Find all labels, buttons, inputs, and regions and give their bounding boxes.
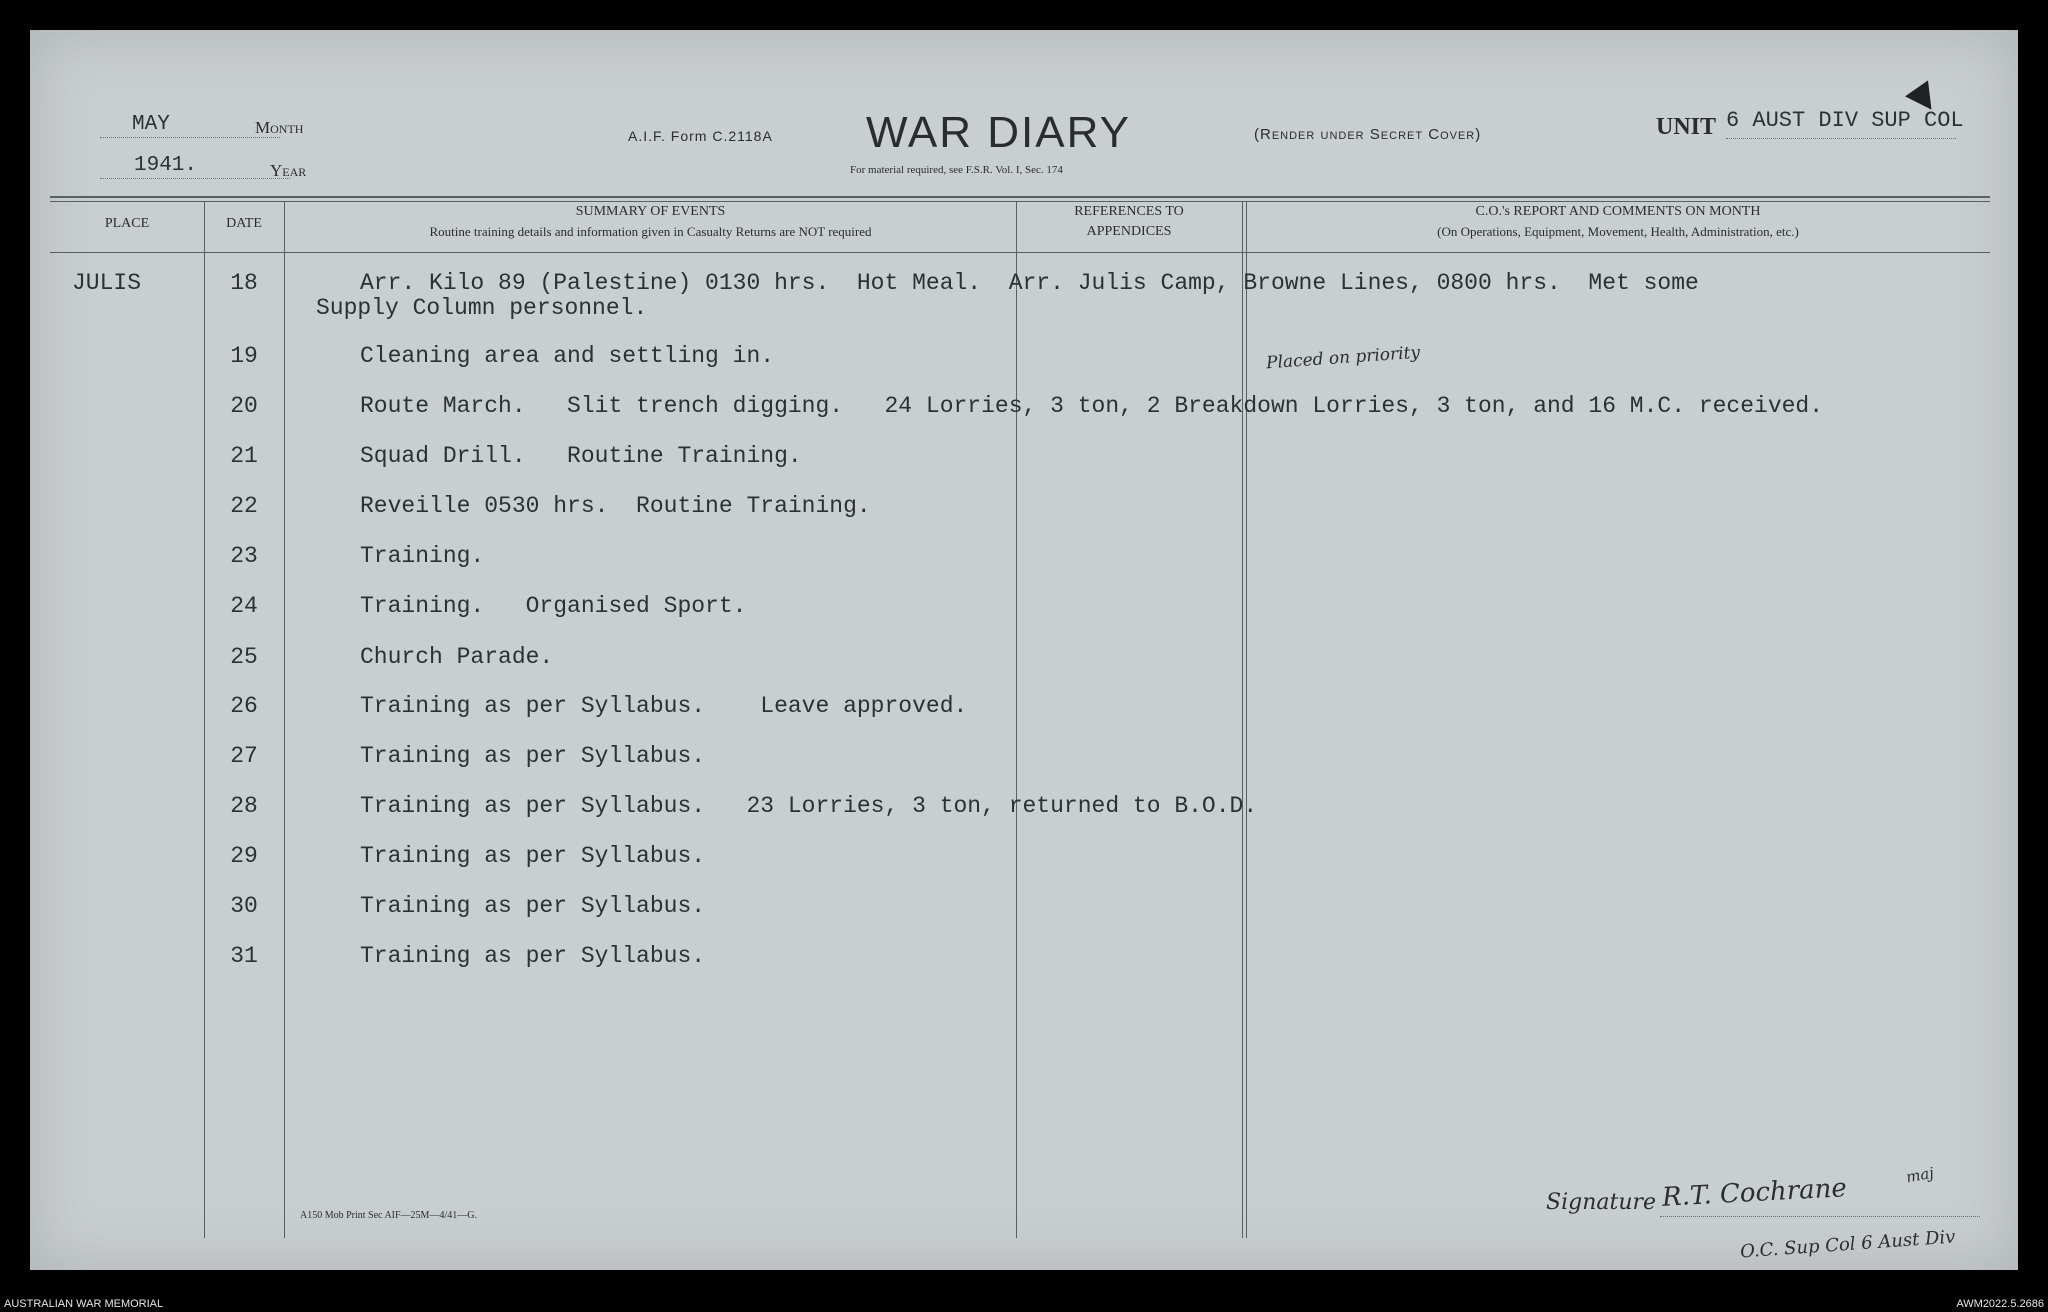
entry-date: 25 [230,644,258,670]
entry-text: Squad Drill. Routine Training. [360,443,802,469]
entry-text: Training as per Syllabus. [360,743,706,769]
divider-refs-report-2 [1246,202,1247,1238]
unit-label: UNIT [1656,114,1717,140]
footer-source: AUSTRALIAN WAR MEMORIAL [4,1298,164,1310]
signature-label: Signature [1546,1190,1657,1215]
signature-rank: maj [1904,1163,1936,1187]
entry-date: 20 [230,393,258,419]
entry-text: Training. Organised Sport. [360,593,747,619]
place-value: JULIS [72,270,142,296]
column-header-report-note: (On Operations, Equipment, Movement, Health, Administration, etc.) [1437,224,1799,239]
month-dotted-line [100,137,280,138]
divider-summary-refs [1016,202,1017,1238]
column-header-place: PLACE [104,216,150,231]
signature-line [1660,1216,1980,1217]
month-value: MAY [132,113,170,136]
entry-text: Church Parade. [360,644,554,670]
entry-date: 23 [230,543,258,569]
page-subtitle: For material required, see F.S.R. Vol. I, Sec. 174 [850,164,1063,176]
entry-text: Training as per Syllabus. [360,943,706,969]
divider-date-summary [284,202,285,1238]
diary-sheet [30,30,2018,1270]
entry-text-continued: Supply Column personnel. [316,295,648,321]
footer-accession: AWM2022.5.2686 [1956,1298,2044,1310]
entry-text: Training as per Syllabus. Leave approved. [360,693,968,719]
column-header-date: DATE [226,216,262,231]
header-rule-bottom [50,252,1990,253]
column-header-summary: SUMMARY OF EVENTS [575,204,726,219]
column-header-summary-note: Routine training details and information given in Casualty Returns are NOT required [429,224,872,239]
entry-text: Reveille 0530 hrs. Routine Training. [360,493,871,519]
entry-date: 26 [230,693,258,719]
entry-date: 21 [230,443,258,469]
print-code: A150 Mob Print Sec AIF—25M—4/41—G. [300,1210,477,1221]
unit-value: 6 AUST DIV SUP COL [1726,108,1964,133]
entry-date: 29 [230,843,258,869]
page-title: WAR DIARY [866,108,1131,157]
entry-text: Training. [360,543,485,569]
year-value: 1941. [134,154,198,177]
entry-text: Cleaning area and settling in. [360,343,775,369]
entry-date: 27 [230,743,258,769]
divider-refs-report [1242,202,1243,1238]
column-header-report: C.O.'s REPORT AND COMMENTS ON MONTH [1475,204,1761,219]
header-rule-top-2 [50,201,1990,202]
entry-date: 18 [230,270,258,296]
signature-name: R.T. Cochrane [1661,1173,1848,1213]
signature-title: O.C. Sup Col 6 Aust Div [1739,1226,1957,1263]
column-header-references: REFERENCES TO [1074,204,1184,219]
form-code: A.I.F. Form C.2118A [628,128,773,144]
handwritten-annotation: Placed on priority [1265,342,1421,374]
column-header-appendices: APPENDICES [1086,224,1172,239]
year-label: Year [270,161,307,180]
entry-date: 28 [230,793,258,819]
header-rule-top [50,196,1990,198]
entry-date: 31 [230,943,258,969]
unit-dotted-line [1726,138,1956,139]
entry-text: Route March. Slit trench digging. 24 Lorries, 3 ton, 2 Breakdown Lorries, 3 ton, and 16 M.C. received. [360,393,1824,419]
entry-date: 19 [230,343,258,369]
entry-text: Training as per Syllabus. 23 Lorries, 3 ton, returned to B.O.D. [360,793,1258,819]
entry-date: 22 [230,493,258,519]
entry-text: Training as per Syllabus. [360,893,706,919]
entry-date: 24 [230,593,258,619]
entry-text: Arr. Kilo 89 (Palestine) 0130 hrs. Hot Meal. Arr. Julis Camp, Browne Lines, 0800 hrs. Met some [360,270,1699,296]
entry-date: 30 [230,893,258,919]
year-dotted-line [100,178,290,179]
entry-text: Training as per Syllabus. [360,843,706,869]
month-label: Month [255,118,304,137]
render-note: (Render under Secret Cover) [1254,126,1482,143]
